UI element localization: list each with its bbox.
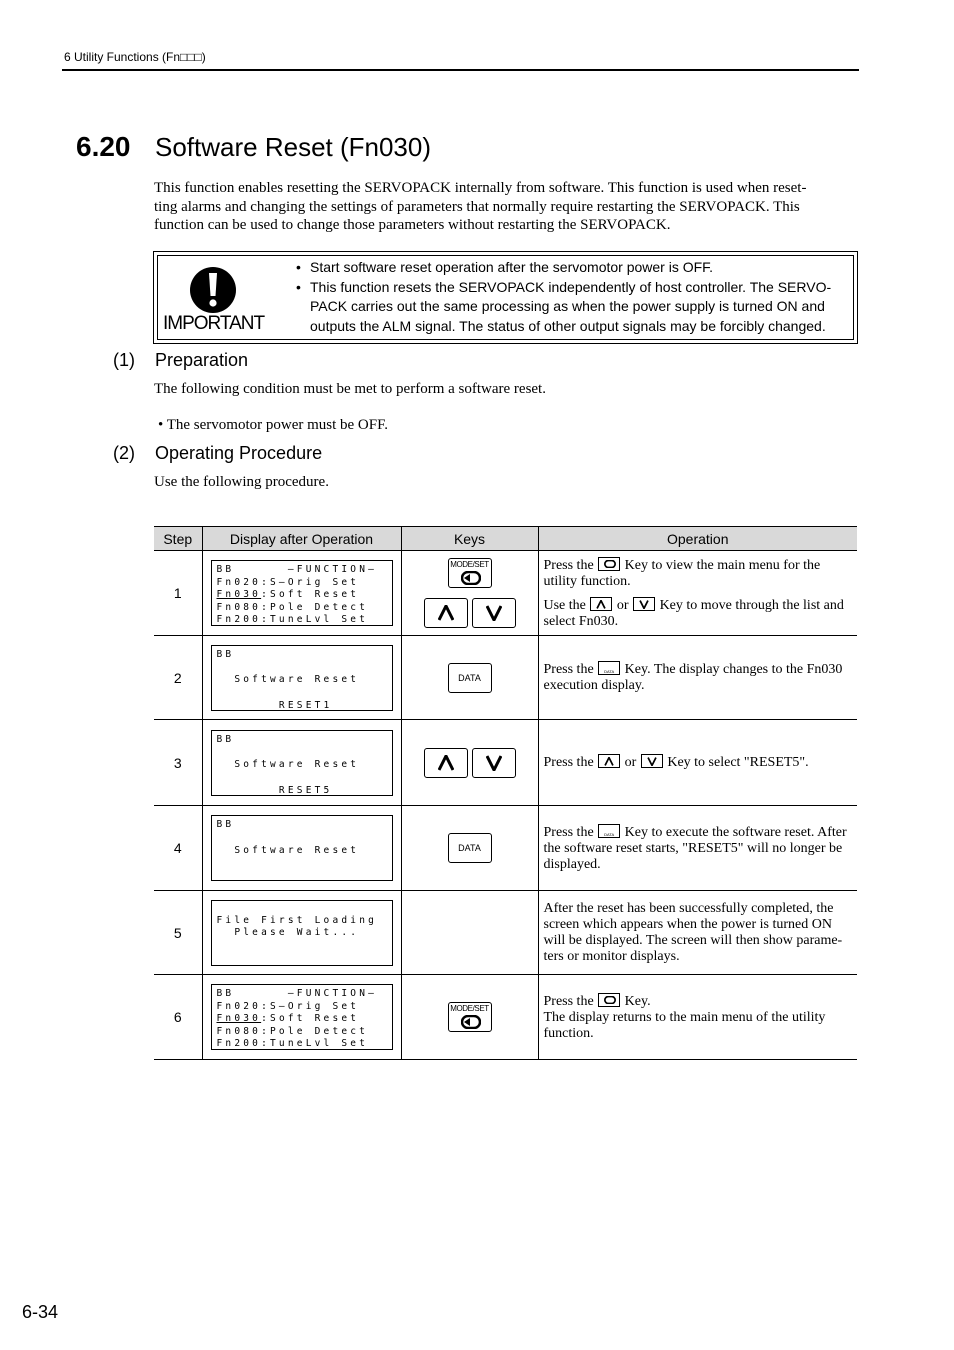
step-number: 6 [154,975,202,1060]
important-bullet: • This function resets the SERVOPACK independently of host controller. The SERVO-PACK carries out the same processing as when the power supply is turned ON and outputs the ALM signal. The status of other output signals may be forcibly changed. [296,278,852,337]
operation-text: Press the DATA Key. The display changes to the Fn030 execution display. [538,636,857,720]
column-header-step: Step [154,527,202,551]
operation-text: After the reset has been successfully completed, the screen which appears when the power is turned ON will be displayed. The screen will then show parame-ters or monitor displays. [538,891,857,975]
down-arrow-icon [486,605,502,621]
preparation-text: The following condition must be met to perform a software reset. [154,381,546,397]
up-arrow-icon [438,755,454,771]
table-row [154,551,857,636]
up-key[interactable] [424,598,468,628]
table-row [154,720,857,806]
table-row [154,975,857,1060]
up-key-inline-icon [598,754,620,768]
table-row [154,806,857,891]
mode-set-key[interactable]: MODE/SET [448,558,492,588]
operation-text: Press the or Key to select "RESET5". [538,720,857,806]
operator-display: BB Software Reset RESET1 [211,645,393,711]
operation-text: Press the Key to view the main menu for the utility function. Use the or Key to move through the list and select Fn030. [538,551,857,636]
column-header-keys: Keys [401,527,538,551]
data-key-inline-icon: DATA [598,661,620,675]
table-row [154,891,857,975]
operator-display: BB Software Reset [211,815,393,881]
down-key[interactable] [472,748,516,778]
important-list [296,258,852,336]
column-header-operation: Operation [538,527,857,551]
section-title: Software Reset (Fn030) [155,132,432,162]
step-number: 4 [154,806,202,891]
step-number: 2 [154,636,202,720]
section-number: 6.20 [76,131,131,162]
procedure-table [154,526,857,1060]
step-number: 1 [154,551,202,636]
header-rule [62,69,859,71]
operator-display: BB –FUNCTION– Fn020:S–Orig Set Fn030:Soft Reset Fn080:Pole Detect Fn200:TuneLvl Set [211,560,393,626]
procedure-text: Use the following procedure. [154,474,329,490]
important-bullet: • Start software reset operation after the servomotor power is OFF. [296,258,852,278]
operator-display: File First Loading Please Wait... [211,900,393,966]
up-key-inline-icon [590,597,612,611]
up-key[interactable] [424,748,468,778]
operation-text: Press the DATA Key to execute the software reset. After the software reset starts, "RESET5" will no longer be displayed. [538,806,857,891]
down-arrow-icon [486,755,502,771]
mode-set-key-inline-icon [598,993,620,1007]
operator-display: BB Software Reset RESET5 [211,730,393,796]
operator-display: BB –FUNCTION– Fn020:S–Orig Set Fn030:Soft Reset Fn080:Pole Detect Fn200:TuneLvl Set [211,984,393,1050]
column-header-display: Display after Operation [202,527,401,551]
table-header-row [154,527,857,551]
table-row [154,636,857,720]
step-number: 3 [154,720,202,806]
preparation-condition: • The servomotor power must be OFF. [158,417,389,433]
data-key[interactable]: DATA [448,663,492,693]
procedure-heading: (2) Operating Procedure [113,443,323,463]
preparation-heading: (1) Preparation [113,350,249,370]
important-label: IMPORTANT [163,313,265,334]
page-number: 6-34 [22,1302,59,1322]
operation-text: Press the Key. The display returns to the main menu of the utility function. [538,975,857,1060]
running-header: 6 Utility Functions (Fn□□□) [64,50,206,64]
data-key-inline-icon: DATA [598,824,620,838]
down-key-inline-icon [633,597,655,611]
data-key[interactable]: DATA [448,833,492,863]
mode-set-key[interactable]: MODE/SET [448,1002,492,1032]
up-arrow-icon [438,605,454,621]
mode-set-key-inline-icon [598,557,620,571]
exclamation-circle-icon [188,265,238,315]
step-number: 5 [154,891,202,975]
down-key[interactable] [472,598,516,628]
mode-set-arrow-icon [461,571,481,585]
down-key-inline-icon [641,754,663,768]
mode-set-arrow-icon [461,1015,481,1029]
intro-paragraph: This function enables resetting the SERVOPACK internally from software. This function is used when reset- ting alarms and changing the settings of parameters that normally require restarting the SERVOPACK. This function can be used to change those parameters without restarting the SERVOPACK. [154,180,807,233]
